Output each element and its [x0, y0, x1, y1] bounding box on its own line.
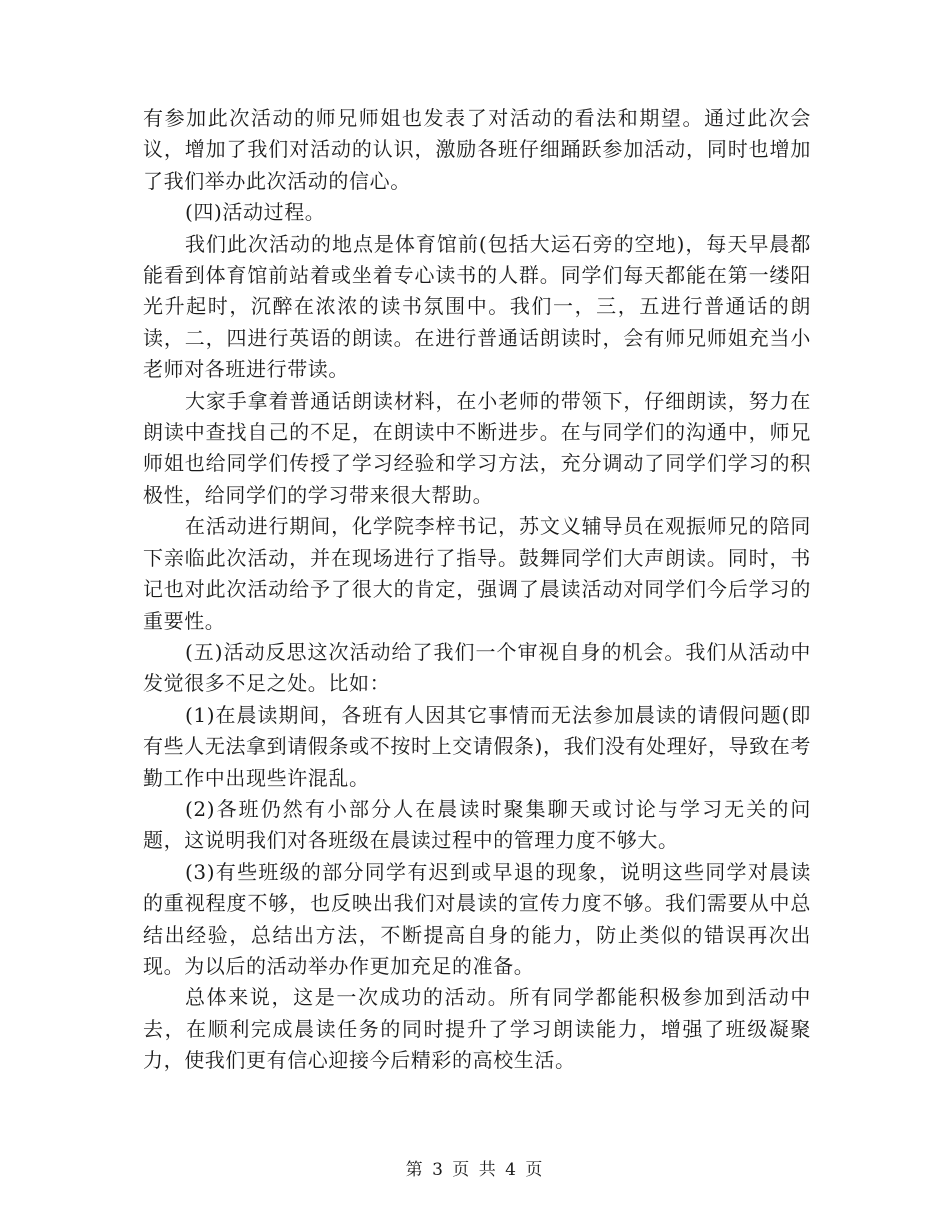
section-heading-reflection: (五)活动反思这次活动给了我们一个审视自身的机会。我们从活动中发觉很多不足之处。比如：: [143, 639, 811, 696]
list-item-3: (3)有些班级的部分同学有迟到或早退的现象，说明这些同学对晨读的重视程度不够，也反映出我们对晨读的宣传力度不够。我们需要从中总结出经验，总结出方法，不断提高自身的能力，防止类似的错误再次出现。为以后的活动举办作更加充足的准备。: [143, 859, 811, 978]
paragraph-visit: 在活动进行期间，化学院李梓书记，苏文义辅导员在观振师兄的陪同下亲临此次活动，并在现场进行了指导。鼓舞同学们大声朗读。同时，书记也对此次活动给予了很大的肯定，强调了晨读活动对同学们今后学习的重要性。: [143, 514, 811, 633]
list-item-2: (2)各班仍然有小部分人在晨读时聚集聊天或讨论与学习无关的问题，这说明我们对各班级在晨读过程中的管理力度不够大。: [143, 796, 811, 853]
paragraph-summary: 总体来说，这是一次成功的活动。所有同学都能积极参加到活动中去，在顺利完成晨读任务的同时提升了学习朗读能力，增强了班级凝聚力，使我们更有信心迎接今后精彩的高校生活。: [143, 985, 811, 1073]
document-body: [143, 103, 811, 1077]
list-item-1: (1)在晨读期间，各班有人因其它事情而无法参加晨读的请假问题(即有些人无法拿到请假条或不按时上交请假条)，我们没有处理好，导致在考勤工作中出现些许混乱。: [143, 702, 811, 790]
section-heading-process: (四)活动过程。: [185, 200, 326, 225]
paragraph-1: 有参加此次活动的师兄师姐也发表了对活动的看法和期望。通过此次会议，增加了我们对活动的认识，激励各班仔细踊跃参加活动，同时也增加了我们举办此次活动的信心。: [143, 106, 811, 193]
page-number-footer: 第 3 页 共 4 页: [405, 1160, 545, 1180]
paragraph-location: 我们此次活动的地点是体育馆前(包括大运石旁的空地)，每天早晨都能看到体育馆前站着或坐着专心读书的人群。同学们每天都能在第一缕阳光升起时，沉醉在浓浓的读书氛围中。我们一，三，五进行普通话的朗读，二，四进行英语的朗读。在进行普通话朗读时，会有师兄师姐充当小老师对各班进行带读。: [143, 231, 811, 382]
paragraph-materials: 大家手拿着普通话朗读材料，在小老师的带领下，仔细朗读，努力在朗读中查找自己的不足，在朗读中不断进步。在与同学们的沟通中，师兄师姐也给同学们传授了学习经验和学习方法，充分调动了同学们学习的积极性，给同学们的学习带来很大帮助。: [143, 388, 811, 507]
